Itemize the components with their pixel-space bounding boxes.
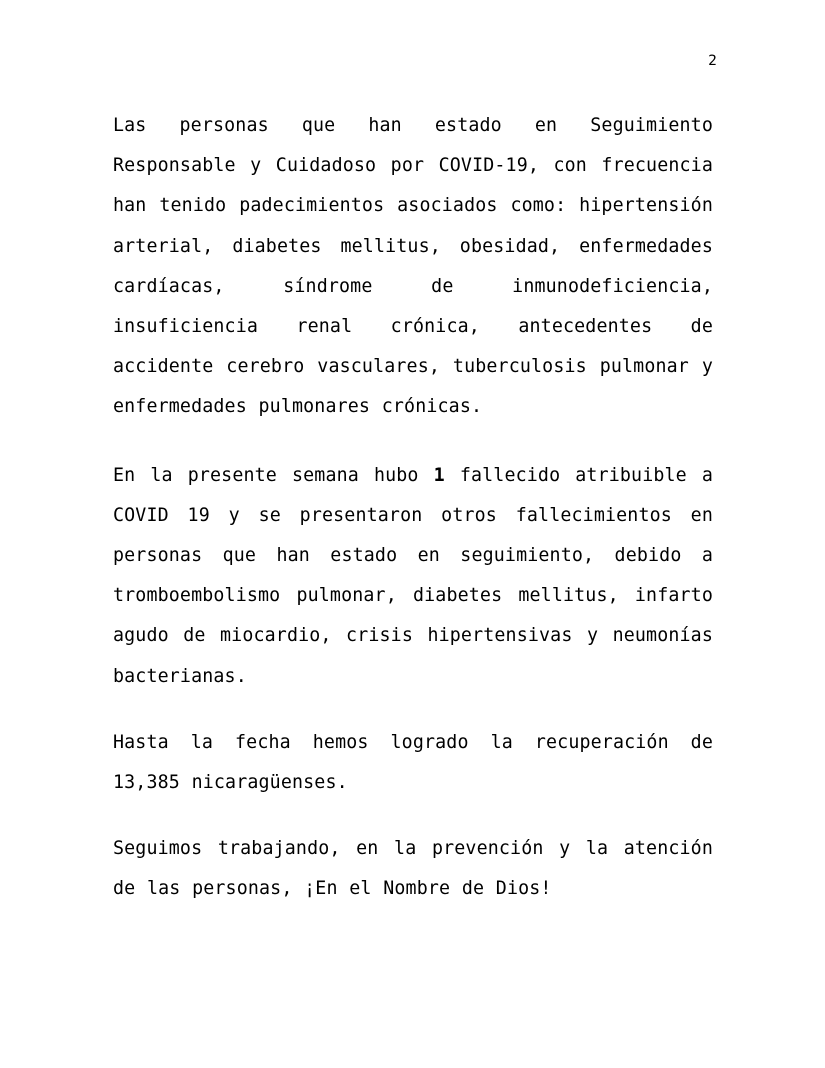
page-number: 2: [708, 53, 717, 69]
paragraph-recuperados: [113, 723, 713, 803]
paragraph-recuperados-text: Hasta la fecha hemos logrado la recuperación de 13,385 nicaragüenses.: [113, 731, 713, 794]
paragraph-antecedentes-text: Las personas que han estado en Seguimiento Responsable y Cuidadoso por COVID-19, con frecuencia han tenido padecimientos asociados como: hipertensión arterial, diabetes mellitus, obesidad, enfermedades cardíacas, síndrome de inmunodeficiencia, insuficiencia renal crónica, antecedentes de accidente cerebro vasculares, tuberculosis pulmonar y enfermedades pulmonares crónicas.: [113, 115, 713, 418]
paragraph-antecedentes: [113, 106, 713, 428]
paragraph-cierre-text: Seguimos trabajando, en la prevención y la atención de las personas, ¡En el Nombre de Dios!: [113, 838, 713, 900]
paragraph-fallecidos-text-lead: En la presente semana hubo: [113, 464, 434, 486]
fallecidos-count: 1: [433, 464, 445, 486]
paragraph-fallecidos: [113, 456, 713, 697]
paragraph-fallecidos-text-tail: fallecido atribuible a COVID 19 y se presentaron otros fallecimientos en personas que han estado en seguimiento, debido a tromboembolismo pulmonar, diabetes mellitus, infarto agudo de miocardio, crisis hipertensivas y neumonías bacterianas.: [113, 464, 714, 687]
document-body: [113, 106, 713, 910]
paragraph-cierre: [113, 829, 713, 909]
